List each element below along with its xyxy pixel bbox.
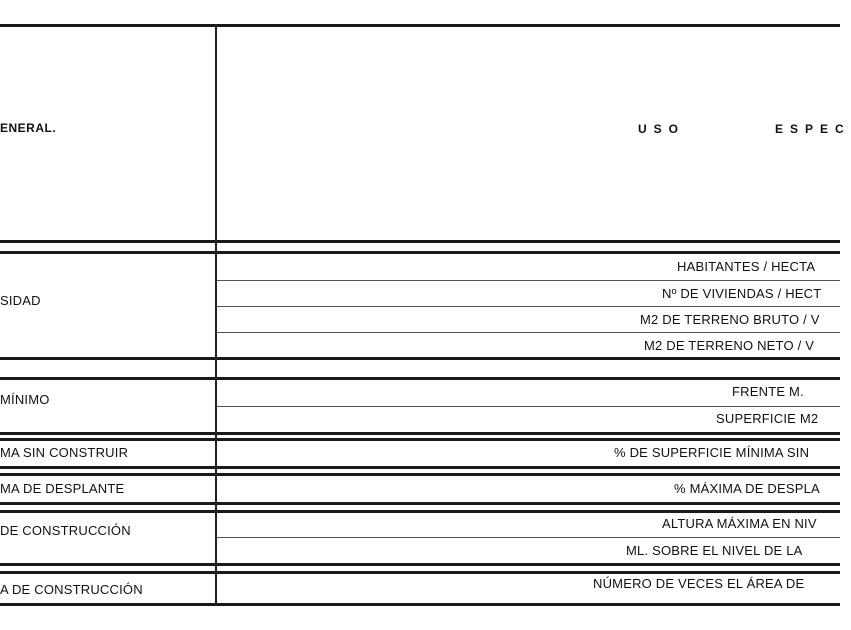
- row-divider: [217, 332, 840, 333]
- lote-minimo-item: SUPERFICIE M2: [716, 411, 819, 426]
- row-divider: [217, 280, 840, 281]
- section-divider: [0, 377, 840, 380]
- lote-minimo-label: MÍNIMO: [0, 392, 50, 407]
- row-divider: [217, 406, 840, 407]
- altura-item: ALTURA MÁXIMA EN NIV: [662, 516, 817, 531]
- densidad-item: M2 DE TERRENO NETO / V: [644, 338, 815, 353]
- header-uso: USO: [638, 122, 686, 136]
- section-divider: [0, 432, 840, 435]
- desplante-item: % MÁXIMA DE DESPLA: [674, 481, 820, 496]
- lote-minimo-item: FRENTE M.: [732, 384, 804, 399]
- altura-item: ML. SOBRE EL NIVEL DE LA: [626, 543, 803, 558]
- intensidad-label: A DE CONSTRUCCIÓN: [0, 582, 143, 597]
- section-divider: [0, 438, 840, 441]
- header-left-title: ENERAL.: [0, 121, 57, 135]
- desplante-label: MA DE DESPLANTE: [0, 481, 125, 496]
- section-divider: [0, 502, 840, 505]
- header-especifico: ESPEC: [775, 122, 851, 136]
- section-divider: [0, 466, 840, 469]
- row-divider: [217, 306, 840, 307]
- section-divider: [0, 473, 840, 476]
- header-bottom-border: [0, 240, 840, 243]
- densidad-item: M2 DE TERRENO BRUTO / V: [640, 312, 820, 327]
- densidad-item: Nº DE VIVIENDAS / HECT: [662, 286, 822, 301]
- section-divider: [0, 510, 840, 513]
- row-divider: [217, 537, 840, 538]
- altura-label: DE CONSTRUCCIÓN: [0, 523, 131, 538]
- intensidad-item: NÚMERO DE VECES EL ÁREA DE: [593, 576, 805, 591]
- densidad-label: SIDAD: [0, 293, 41, 308]
- densidad-top-border: [0, 251, 840, 254]
- section-divider: [0, 357, 840, 360]
- table-bottom-border: [0, 603, 840, 606]
- column-divider: [215, 24, 217, 605]
- sin-construir-label: MA SIN CONSTRUIR: [0, 445, 129, 460]
- section-divider: [0, 571, 840, 574]
- table-top-border: [0, 24, 840, 27]
- section-divider: [0, 563, 840, 566]
- densidad-item: HABITANTES / HECTA: [677, 259, 816, 274]
- sin-construir-item: % DE SUPERFICIE MÍNIMA SIN: [614, 445, 810, 460]
